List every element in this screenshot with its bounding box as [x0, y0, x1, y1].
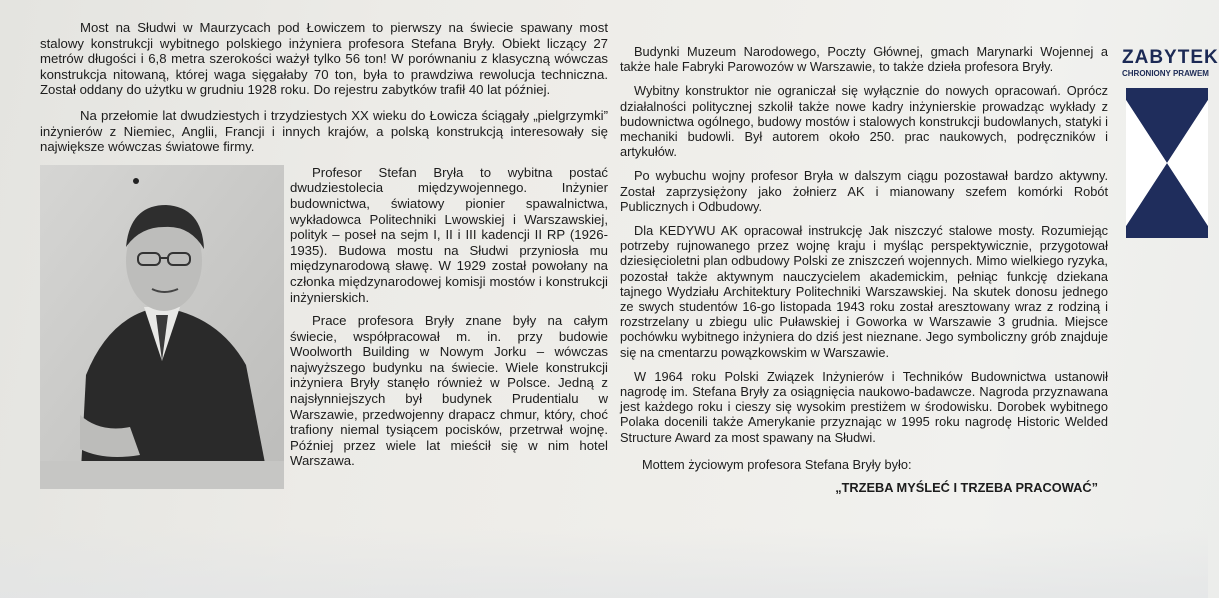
intro-paragraph-bridge: Most na Słudwi w Maurzycach pod Łowiczem to pierwszy na świecie spawany most stalowy konstrukcji wybitnego polskiego inżyniera profesora Stefana Bryły. Obiekt liczący 27 metrów długości i 6,8 metra szerokości ważył tylko 56 ton! W porównaniu z klasyczną wówczas konstrukcja nitowaną, której waga sięgałaby 70 ton, była to prawdziwa rewolucja techniczna. Został oddany do użytku w grudniu 1928 roku. Do rejestru zabytków trafił 40 lat później.	[40, 20, 608, 98]
intro-paragraph-pilgrimages: Na przełomie lat dwudziestych i trzydziestych XX wieku do Łowicza ściągały „pielgrzymki” inżynierów z Niemiec, Anglii, Francji i innych krajów, a polską konstrukcją interesowały się największe wówczas światowe firmy.	[40, 107, 608, 155]
right-paragraph-war: Po wybuchu wojny profesor Bryła w dalszym ciągu pozostawał bardzo aktywny. Został zaprzysiężony jako żołnierz AK i mianowany szefem komórki Robót Publicznych i Odbudowy.	[620, 168, 1108, 214]
motto-quote: „TRZEBA MYŚLEĆ I TRZEBA PRACOWAĆ”	[835, 480, 1098, 496]
biography-section	[40, 165, 608, 495]
badge-title: ZABYTEK	[1122, 47, 1219, 68]
left-column	[40, 20, 608, 495]
motto-intro: Mottem życiowym profesora Stefana Bryły było:	[642, 456, 912, 472]
badge-subtitle: CHRONIONY PRAWEM	[1122, 69, 1209, 78]
right-paragraph-teaching: Wybitny konstruktor nie ograniczał się wyłącznie do nowych opracowań. Oprócz działalności politycznej szkolił także nowe kadry inżynierskie prowadząc wykłady z budownictwa ogólnego, budowy mostów i stalowych konstrukcji budowlanych, statyki i mechaniki budowli. Był autorem około 250. prac naukowych, podręczników i artykułów.	[620, 83, 1108, 160]
heritage-badge	[1122, 47, 1219, 79]
right-paragraph-buildings: Budynki Muzeum Narodowego, Poczty Głównej, gmach Marynarki Wojennej a także hale Fabryki Parowozów w Warszawie, to także dzieła profesora Bryły.	[620, 44, 1108, 75]
portrait-illustration	[40, 165, 284, 489]
heritage-shield-icon	[1126, 88, 1208, 238]
bio-paragraph-works: Prace profesora Bryły znane były na całym świecie, współpracował m. in. przy budowie Woolworth Building w Nowym Jorku – wówczas najwyższego budynku na świecie. Wiele konstrukcji inżyniera Bryły stanęło również w Polsce. Jedną z najsłynniejszych był budynek Prudentialu w Warszawie, przedwojenny drapacz chmur, który, choć trafiony niemal tysiącem pocisków, przetrwał wojnę. Później przez wiele lat mieścił się w nim hotel Warszawa.	[290, 313, 608, 469]
right-paragraph-kedyw: Dla KEDYWU AK opracował instrukcję Jak niszczyć stalowe mosty. Rozumiejąc potrzeby rujnowanego przez wojnę kraju i myśląc perspektywicznie, przygotował dziesięcioletni plan odbudowy Polski ze zniszczeń wojennych. Mimo wielkiego ryzyka, pozostał także aktywnym nauczycielem akademickim, pełniąc funkcję dziekana tajnego Wydziału Architektury Politechniki Warszawskiej. Na skutek donosu jednego ze swych studentów 16-go listopada 1943 roku został aresztowany wraz z rodziną i rozstrzelany u zbiegu ulic Puławskiej i Goworka w Warszawie 3 grudnia. Miejsce pochówku wybitnego inżyniera do dziś jest nieznane. Jego symboliczny grób znajduje się na cmentarzu powązkowskim w Warszawie.	[620, 223, 1108, 360]
right-column	[620, 44, 1108, 495]
biography-text	[290, 165, 608, 469]
bottom-shadow	[0, 528, 1208, 598]
bio-paragraph-profile: Profesor Stefan Bryła to wybitna postać dwudziestolecia międzywojennego. Inżynier budownictwa, światowy pionier spawalnictwa, wykładowca Politechniki Lwowskiej i Warszawskiej, polityk – poseł na sejm I, II i III kadencji II RP (1926-1935). Budowa mostu na Słudwi przyniosła mu międzynarodową sławę. W 1929 został powołany na członka międzynarodowej komisji mostów i konstrukcji inżynierskich.	[290, 164, 608, 305]
intro-section	[40, 20, 608, 155]
portrait-photo	[40, 165, 284, 489]
right-paragraph-award: W 1964 roku Polski Związek Inżynierów i Techników Budownictwa ustanowił nagrodę im. Stefana Bryły za osiągnięcia naukowo-badawcze. Nagroda przyznawana jest każdego roku i cieszy się wysokim prestiżem w środowisku. Dorobek wybitnego Polaka docenili także Amerykanie przyznając w 1995 roku nagrodę Historic Welded Structure Award za most spawany na Słudwi.	[620, 368, 1108, 445]
